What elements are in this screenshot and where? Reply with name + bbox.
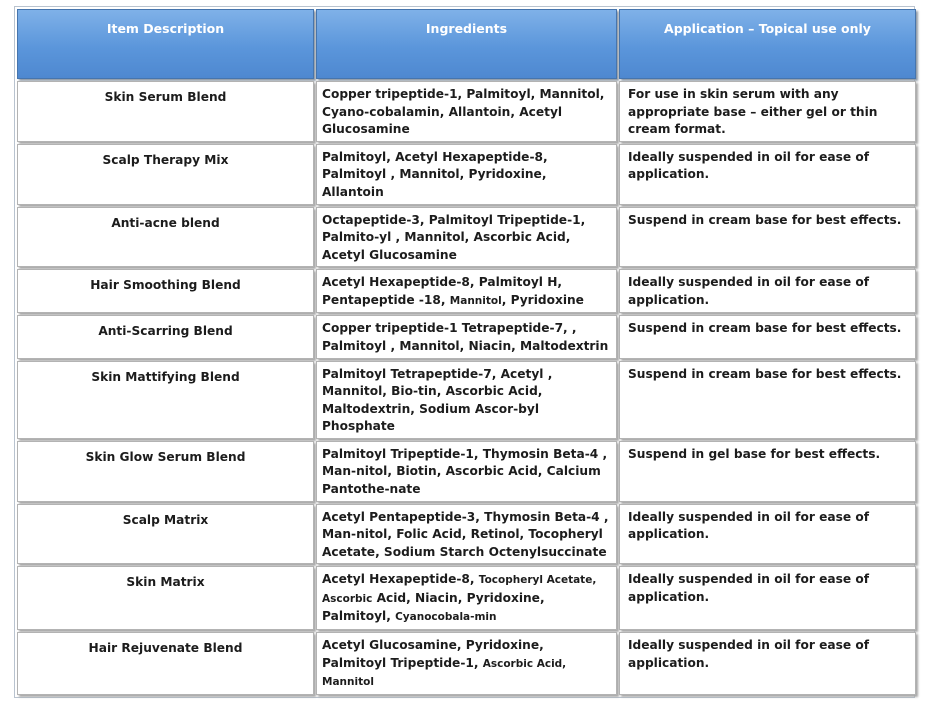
table-row: [17, 632, 916, 695]
application-cell: Ideally suspended in oil for ease of application.: [619, 566, 916, 630]
ingredients-cell: Octapeptide-3, Palmitoyl Tripeptide-1, Palmito-yl , Mannitol, Ascorbic Acid, Acetyl Glucosamine: [316, 207, 617, 268]
table-row: [17, 81, 916, 142]
application-cell: Ideally suspended in oil for ease of application.: [619, 632, 916, 695]
item-description: Skin Matrix: [17, 566, 314, 630]
application-cell: Suspend in gel base for best effects.: [619, 441, 916, 502]
table-row: [17, 504, 916, 565]
table-row: [17, 144, 916, 205]
ingredients-cell: Acetyl Pentapeptide-3, Thymosin Beta-4 , Man-nitol, Folic Acid, Retinol, Tocopheryl Acetate, Sodium Starch Octenylsuccinate: [316, 504, 617, 565]
ingredients-cell: [316, 269, 617, 313]
application-cell: Ideally suspended in oil for ease of application.: [619, 269, 916, 313]
ingredients-table-container: [14, 6, 915, 698]
item-description: Hair Smoothing Blend: [17, 269, 314, 313]
table-row: [17, 269, 916, 313]
ingredients-text-tail: , Pyridoxine: [501, 292, 584, 307]
ingredients-cell: Copper tripeptide-1 Tetrapeptide-7, , Palmitoyl , Mannitol, Niacin, Maltodextrin: [316, 315, 617, 358]
application-cell: Suspend in cream base for best effects.: [619, 361, 916, 439]
ingredients-cell: Palmitoyl Tetrapeptide-7, Acetyl , Mannitol, Bio-tin, Ascorbic Acid, Maltodextrin, Sodium Ascor-byl Phosphate: [316, 361, 617, 439]
ingredients-cell: Palmitoyl, Acetyl Hexapeptide-8, Palmitoyl , Mannitol, Pyridoxine, Allantoin: [316, 144, 617, 205]
ingredients-cell: Palmitoyl Tripeptide-1, Thymosin Beta-4 , Man-nitol, Biotin, Ascorbic Acid, Calcium Pantothe-nate: [316, 441, 617, 502]
ingredients-cell: Copper tripeptide-1, Palmitoyl, Mannitol, Cyano-cobalamin, Allantoin, Acetyl Glucosamine: [316, 81, 617, 142]
ingredients-small-text: Ascorbic Acid, Mannitol: [322, 657, 567, 689]
header-ingredients: Ingredients: [316, 9, 617, 79]
ingredients-text: Acetyl Glucosamine, Pyridoxine, Palmitoyl Tripeptide-1,: [322, 638, 544, 670]
ingredients-text: Acetyl Hexapeptide-8,: [322, 572, 479, 587]
item-description: Scalp Matrix: [17, 504, 314, 565]
item-description: Skin Glow Serum Blend: [17, 441, 314, 502]
ingredients-text: Acetyl Hexapeptide-8, Palmitoyl H, Pentapeptide -18,: [322, 275, 563, 307]
table-row: [17, 441, 916, 502]
header-application: Application – Topical use only: [619, 9, 916, 79]
table-row: [17, 315, 916, 358]
application-cell: Ideally suspended in oil for ease of application.: [619, 504, 916, 565]
table-row: [17, 207, 916, 268]
ingredients-table: [15, 7, 918, 697]
item-description: Scalp Therapy Mix: [17, 144, 314, 205]
item-description: Skin Mattifying Blend: [17, 361, 314, 439]
ingredients-cell: [316, 632, 617, 695]
ingredients-small-text-2: Cyanocobala-min: [395, 611, 497, 624]
ingredients-text-tail: Acid, Niacin, Pyridoxine, Palmitoyl,: [322, 590, 545, 624]
item-description: Skin Serum Blend: [17, 81, 314, 142]
application-cell: Ideally suspended in oil for ease of application.: [619, 144, 916, 205]
ingredients-small-text: Mannitol: [449, 294, 502, 307]
item-description: Anti-acne blend: [17, 207, 314, 268]
table-header-row: [17, 9, 916, 79]
header-item-description: Item Description: [17, 9, 314, 79]
application-cell: Suspend in cream base for best effects.: [619, 207, 916, 268]
application-cell: For use in skin serum with any appropriate base – either gel or thin cream format.: [619, 81, 916, 142]
ingredients-cell: [316, 566, 617, 630]
item-description: Anti-Scarring Blend: [17, 315, 314, 358]
item-description: Hair Rejuvenate Blend: [17, 632, 314, 695]
table-row: [17, 566, 916, 630]
application-cell: Suspend in cream base for best effects.: [619, 315, 916, 358]
ingredients-small-text: Tocopheryl Acetate, Ascorbic: [322, 574, 597, 605]
table-row: [17, 361, 916, 439]
